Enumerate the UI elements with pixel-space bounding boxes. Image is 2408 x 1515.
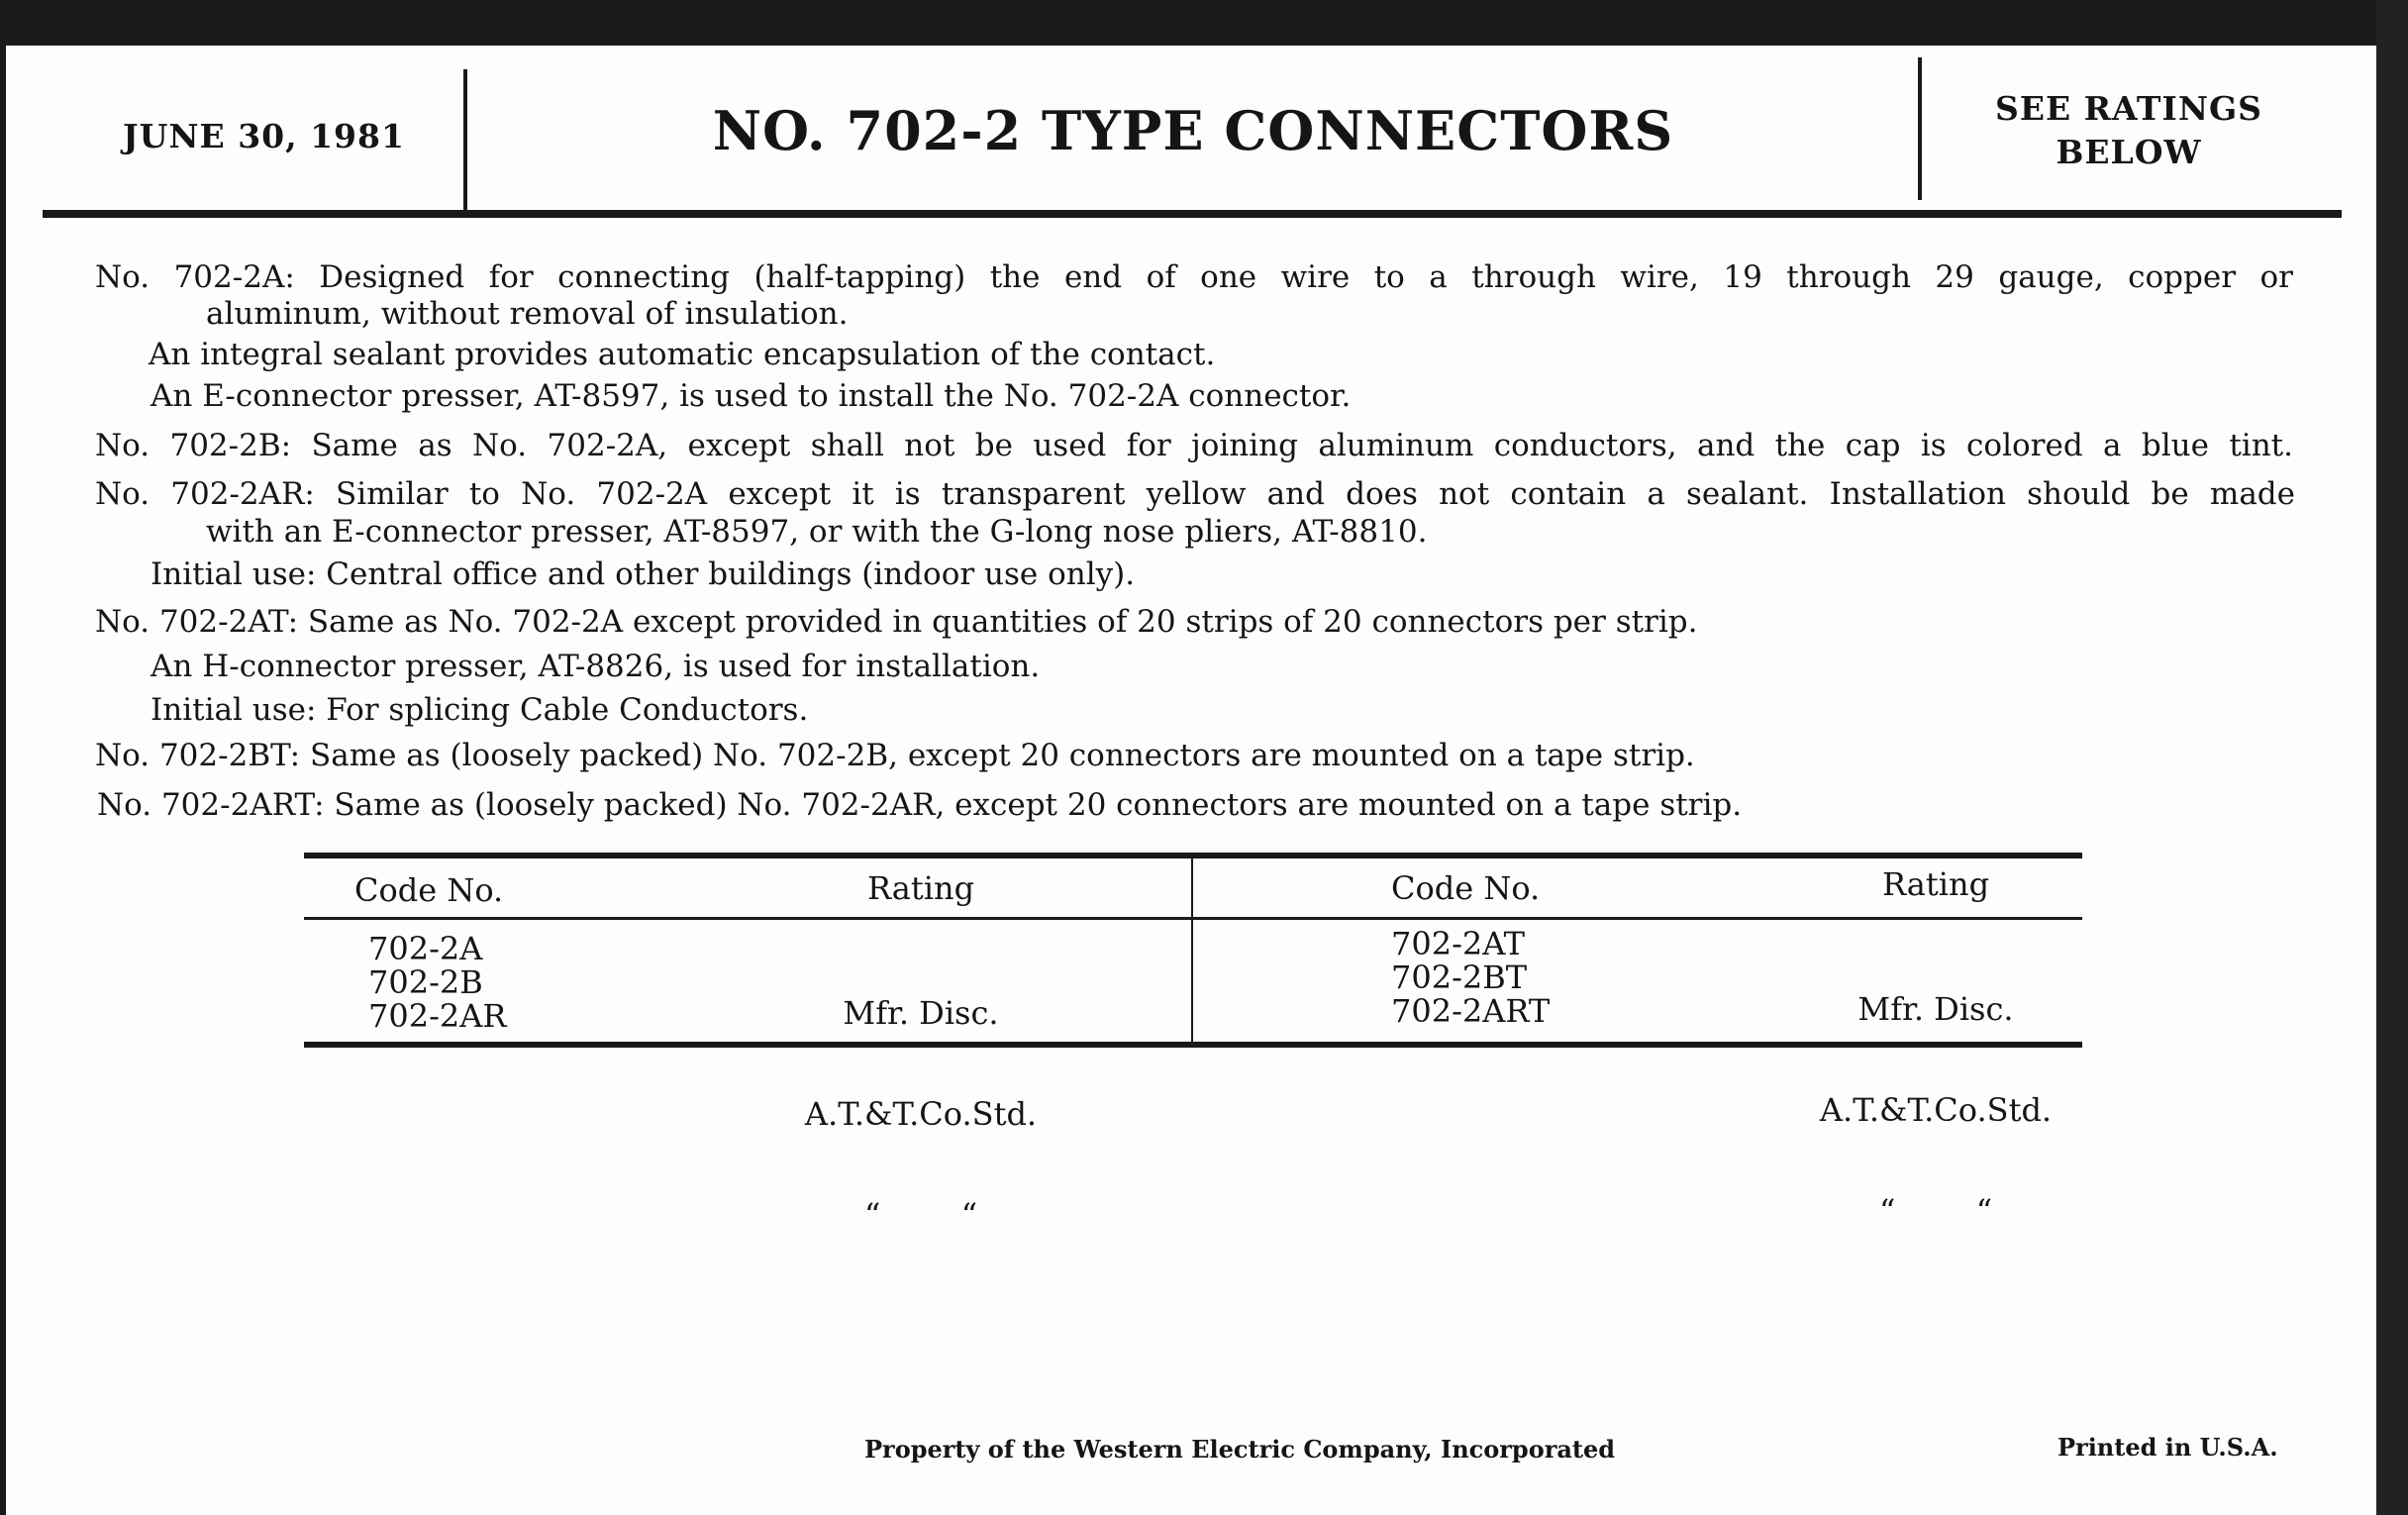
table-cell: 702-2A [368,930,483,967]
body-line: No. 702-2A: Designed for connecting (half-tapping) the end of one wire to a through wire, 19 through 29 gauge, copper or [95,259,2293,295]
body-line: An integral sealant provides automatic encapsulation of the contact. [149,337,1216,372]
body-line: No. 702-2BT: Same as (loosely packed) No. 702-2B, except 20 connectors are mounted on a tape strip. [95,738,1695,773]
ratings-note-line: BELOW [2056,133,2202,171]
body-line: Initial use: For splicing Cable Conductors. [150,692,809,728]
body-line: with an E-connector presser, AT-8597, or with the G-long nose pliers, AT-8810. [206,514,1428,550]
table-cell: 702-2AT [1391,925,1525,962]
footer-property: Property of the Western Electric Company, Incorporated [864,1435,1616,1464]
table-header-rating: Rating [866,869,975,907]
table-cell-codes [1391,927,1550,1028]
table-cell: “ “ [863,1196,978,1234]
table-cell: “ “ [1878,1192,1993,1230]
table-cell: A.T.&T.Co.Std. [1819,1091,2053,1129]
table-cell-ratings [723,929,1119,1299]
body-line: No. 702-2B: Same as No. 702-2A, except shall not be used for joining aluminum conductors, and the cap is colored a blue tint. [95,428,2293,463]
table-cell: 702-2AR [368,997,507,1035]
body-line: No. 702-2AR: Similar to No. 702-2A except it is transparent yellow and does not contain a sealant. Installation should be made [95,476,2295,512]
table-cell: Mfr. Disc. [1857,990,2014,1028]
header-rule [43,210,2342,218]
body-line: No. 702-2ART: Same as (loosely packed) No. 702-2AR, except 20 connectors are mounted on a tape strip. [97,787,1743,823]
table-cell: 702-2B [368,963,483,1001]
ratings-note-line: SEE RATINGS [1994,89,2263,128]
table-header-rating: Rating [1881,865,1990,903]
table-cell: Mfr. Disc. [843,994,999,1032]
table-cell: 702-2ART [1391,992,1551,1030]
table-header-code: Code No. [354,871,504,909]
body-line: An H-connector presser, AT-8826, is used for installation. [150,649,1041,684]
body-line: Initial use: Central office and other buildings (indoor use only). [150,556,1136,592]
table-cell: A.T.&T.Co.Std. [804,1095,1038,1133]
table-cell-ratings [1738,925,2134,1295]
ratings-note [1931,87,2327,174]
page-title: NO. 702-2 TYPE CONNECTORS [712,99,1674,162]
body-line: aluminum, without removal of insulation. [206,296,849,332]
document-date: JUNE 30, 1981 [123,117,405,155]
table-divider [1191,856,1193,1044]
table-header-code: Code No. [1391,869,1541,907]
table-top-rule [304,853,2082,858]
table-cell: 702-2BT [1391,959,1528,996]
header-divider [1918,57,1922,200]
table-header-rule [304,917,2082,920]
body-line: An E-connector presser, AT-8597, is used to install the No. 702-2A connector. [150,378,1352,414]
footer-printed: Printed in U.S.A. [2057,1433,2278,1462]
table-cell-codes [368,932,506,1033]
body-line: No. 702-2AT: Same as No. 702-2A except provided in quantities of 20 strips of 20 connectors per strip. [95,604,1698,640]
scan-edge [2376,0,2408,1515]
